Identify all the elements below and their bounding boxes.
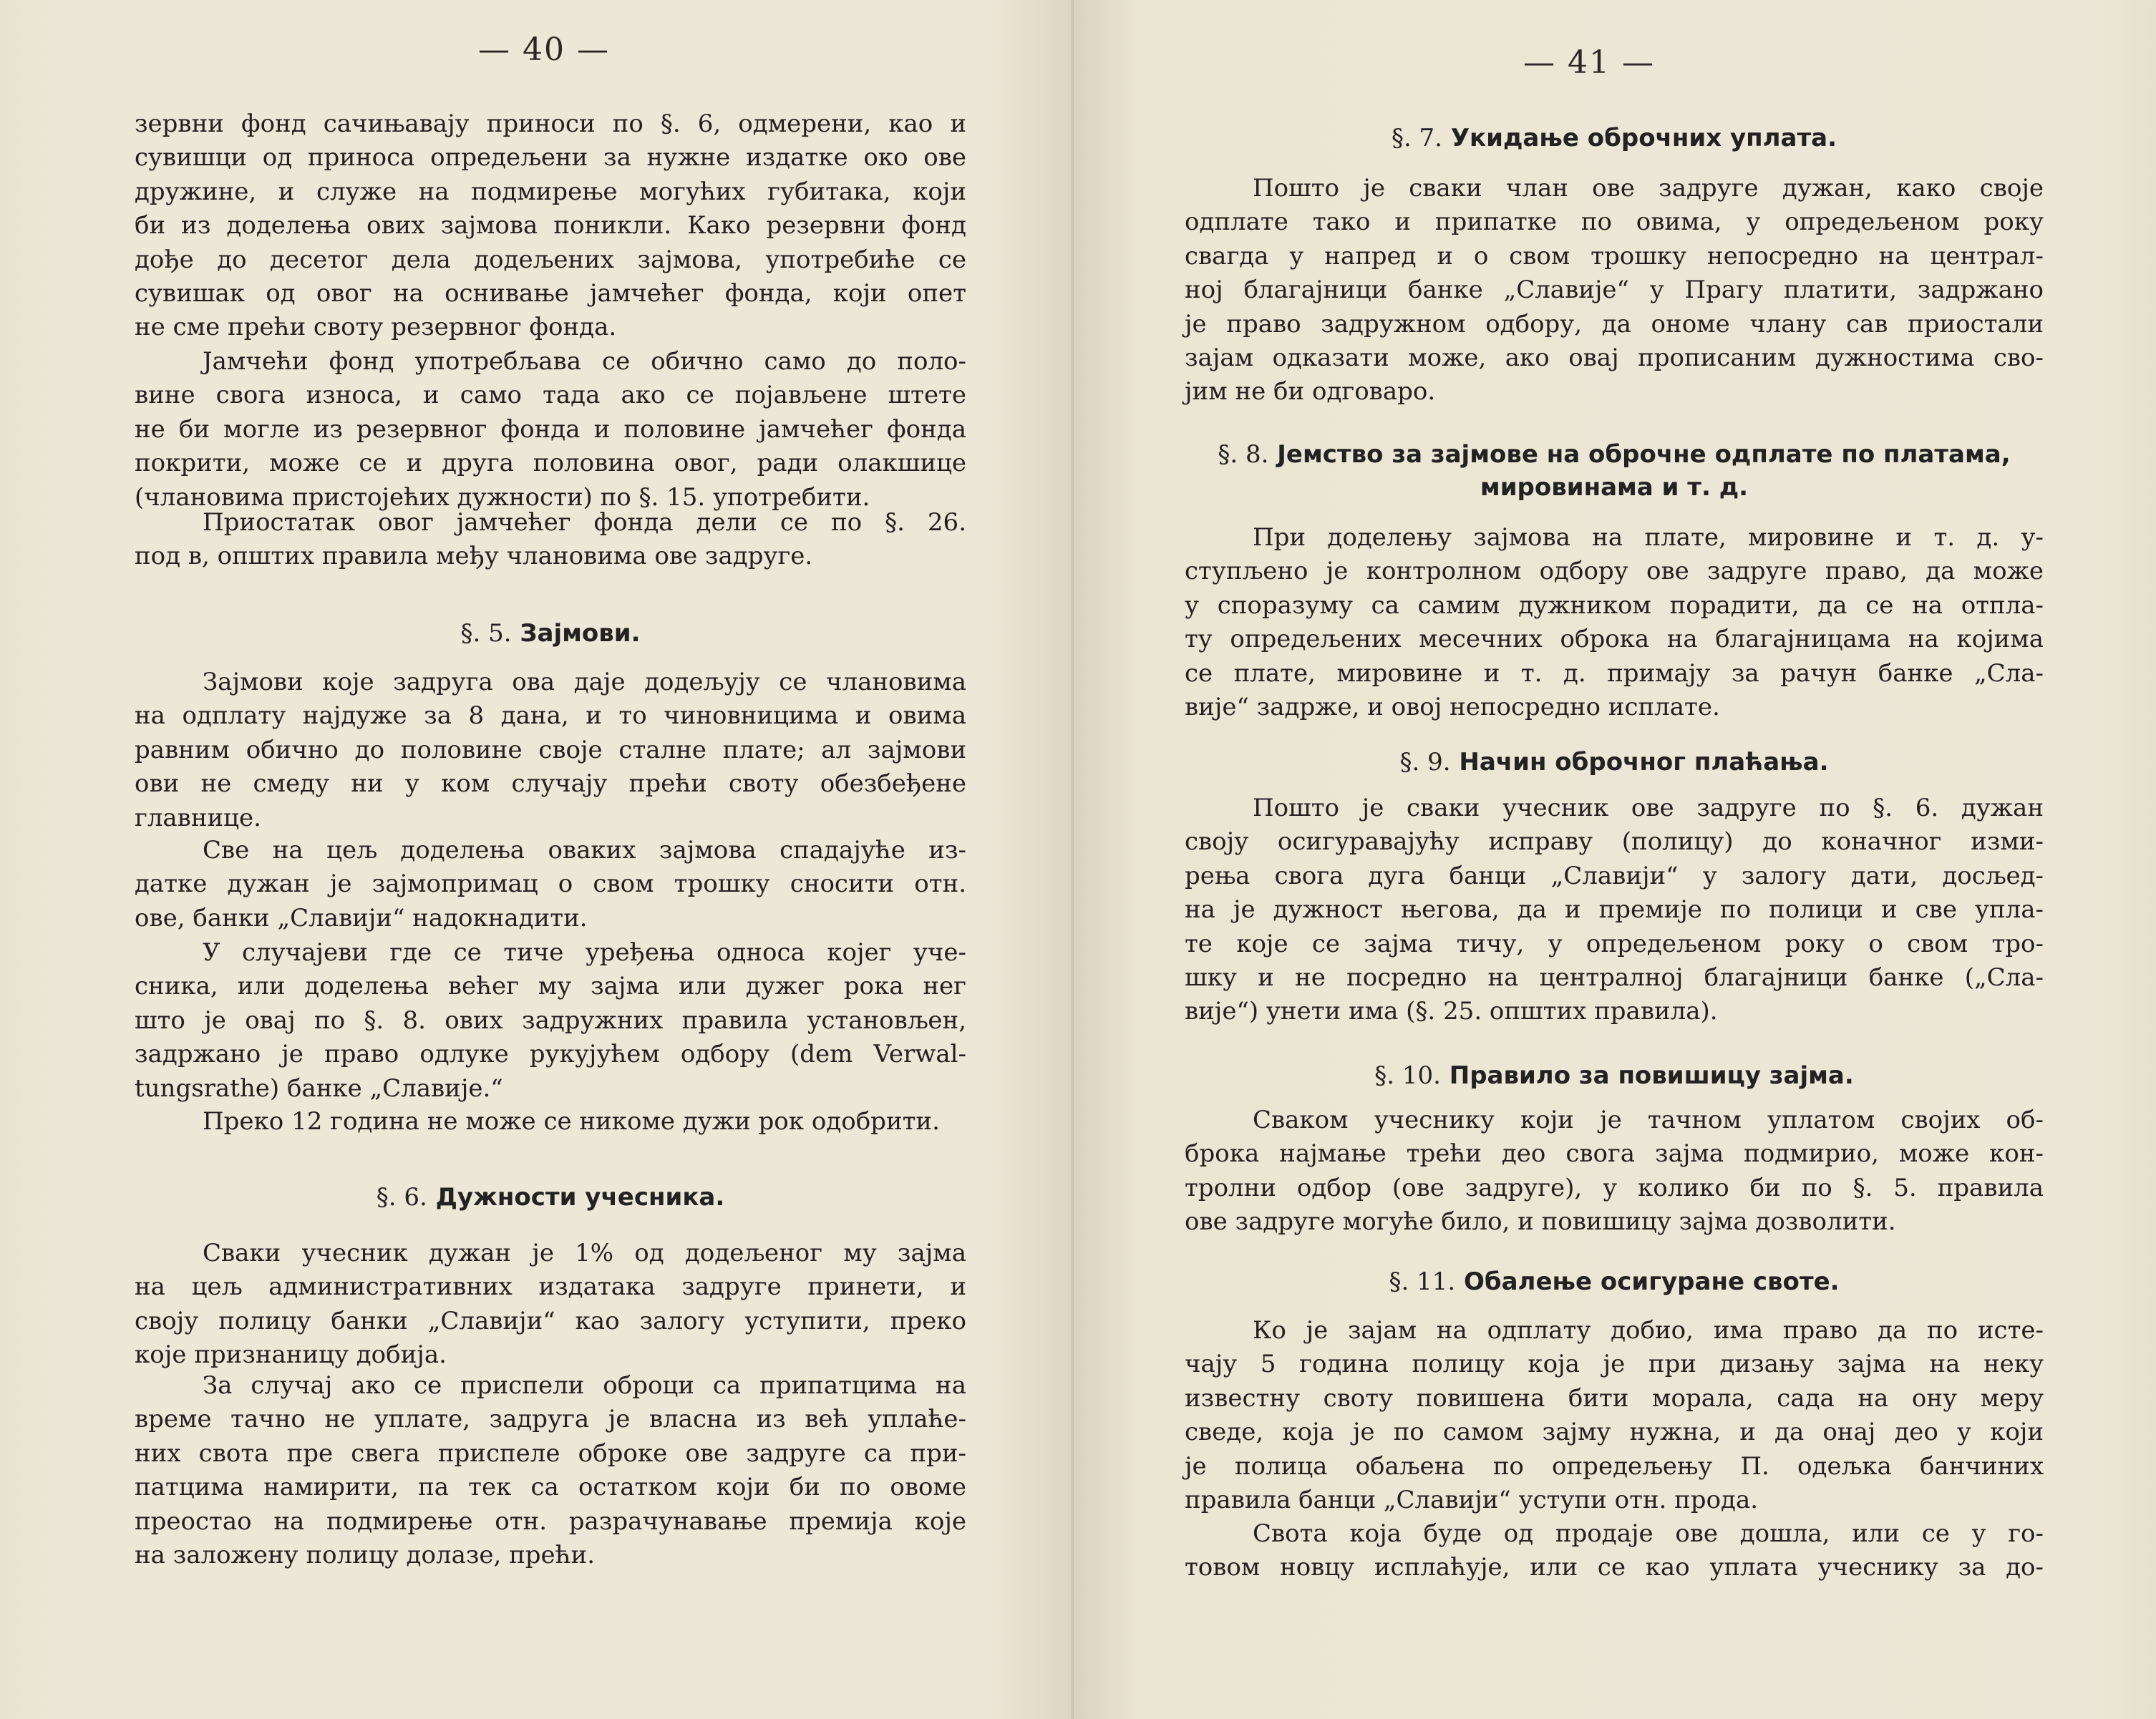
text-line: равним обично до половине своје сталне плате; ал зајмови bbox=[135, 735, 966, 764]
text-line: ној благајници банке „Славије“ у Прагу платити, задржано bbox=[1185, 276, 2044, 305]
text-line: У случајеви где се тиче уређења односа којег уче- bbox=[203, 938, 966, 967]
text-line: у споразуму са самим дужником порадити, да се на отпла- bbox=[1185, 590, 2044, 620]
text-line: које признаницу добија. bbox=[135, 1340, 447, 1370]
text-line: Преко 12 година не може се никоме дужи рок одобрити. bbox=[203, 1107, 940, 1136]
section-6-title: Дужности учесника. bbox=[435, 1183, 725, 1212]
text-line: ове задруге могуће било, и повишицу зајма дозволити. bbox=[1185, 1207, 1896, 1237]
section-9-heading bbox=[1185, 746, 2044, 779]
text-line: што је овај по §. 8. ових задружних правила установљен, bbox=[135, 1005, 966, 1035]
text-line: покрити, може се и друга половина овог, ради олакшице bbox=[135, 449, 966, 478]
text-line: Сваком учеснику који је тачном уплатом својих об- bbox=[1253, 1106, 2044, 1134]
section-8-title-line-2: мировинама и т. д. bbox=[1480, 473, 1749, 502]
text-line: би из доделења ових зајмова поникли. Како резервни фонд bbox=[135, 211, 966, 240]
text-line: јим не би одговаро. bbox=[1185, 377, 1436, 406]
text-line: При доделењу зајмова на плате, мировине и т. д. у- bbox=[1253, 523, 2044, 552]
text-line: тролни одбор (ове задруге), у колико би по §. 5. правила bbox=[1185, 1173, 2044, 1202]
text-line: не би могле из резервног фонда и половине јамчећег фонда bbox=[135, 414, 966, 444]
text-line: За случај ако се приспели оброци са припатцима на bbox=[203, 1371, 966, 1400]
text-line: зајам одказати може, ако овај прописаним дужностима сво- bbox=[1185, 343, 2044, 372]
section-8-title-line-1: Јемство за зајмове на оброчне одплате по платама, bbox=[1277, 440, 2011, 469]
text-line: зервни фонд сачињавају приноси по §. 6, одмерени, као и bbox=[135, 109, 966, 138]
text-line: датке дужан је зајмопримац о свом трошку сносити отн. bbox=[135, 870, 966, 899]
text-line: дружине, и служе на подмирење могућих губитака, који bbox=[135, 177, 966, 206]
right-page bbox=[1074, 0, 2156, 1719]
text-line: рења свога дуга банци „Славији“ у залогу дати, досљед- bbox=[1185, 861, 2044, 890]
section-11-heading bbox=[1185, 1265, 2044, 1298]
text-line: свагда у напред и о свом трошку непосредно на централ- bbox=[1185, 241, 2044, 271]
section-11-title: Обалење осигуране своте. bbox=[1463, 1267, 1840, 1296]
section-5-heading bbox=[135, 617, 966, 650]
left-paragraph-1 bbox=[135, 107, 966, 345]
text-line: своју полицу банки „Славији“ као залогу уступити, преко bbox=[135, 1306, 966, 1335]
section-10-number: §. 10. bbox=[1374, 1061, 1441, 1090]
text-line: задржано је право одлуке рукујућем одбору (dem Verwal- bbox=[135, 1040, 966, 1069]
text-line: време тачно не уплате, задруга је власна из већ уплаће- bbox=[135, 1405, 966, 1434]
left-paragraph-4 bbox=[135, 666, 966, 835]
text-line: них свота пре свега приспеле оброке ове задруге са при- bbox=[135, 1438, 966, 1468]
section-5-number: §. 5. bbox=[460, 619, 512, 648]
section-7-number: §. 7. bbox=[1391, 124, 1442, 152]
text-line: сника, или доделења већег му зајма или дужег рока нег bbox=[135, 972, 966, 1001]
text-line: сувишци од приноса опредељени за нужне издатке око ове bbox=[135, 143, 966, 172]
section-10-title: Правило за повишицу зајма. bbox=[1449, 1061, 1854, 1090]
left-paragraph-6 bbox=[135, 936, 966, 1106]
text-line: дође до десетог дела додељених зајмова, употребиће се bbox=[135, 245, 966, 274]
section-9-number: §. 9. bbox=[1399, 748, 1451, 776]
text-line: вије“) унети има (§. 25. општих правила). bbox=[1185, 997, 1718, 1026]
text-line: на одплату најдуже за 8 дана, и то чиновницима и овима bbox=[135, 701, 966, 731]
text-line: Ко је зајам на одплату добио, има право да по исте- bbox=[1253, 1316, 2044, 1345]
text-line: не сме прећи своту резервног фонда. bbox=[135, 313, 617, 342]
section-9-title: Начин оброчног плаћања. bbox=[1459, 748, 1829, 776]
left-paragraph-7 bbox=[135, 1105, 966, 1139]
text-line: товом новцу исплаћује, или се као уплата учеснику за до- bbox=[1185, 1553, 2044, 1582]
left-paragraph-9 bbox=[135, 1369, 966, 1572]
left-paragraph-8 bbox=[135, 1237, 966, 1373]
text-line: ту опредељених месечних оброка на благајницама на којима bbox=[1185, 625, 2044, 654]
text-line: под в, општих правила међу члановима ове задруге. bbox=[135, 542, 813, 571]
text-line: tungsrathe) банке „Славије.“ bbox=[135, 1073, 503, 1103]
section-7-title: Укидање оброчних уплата. bbox=[1450, 124, 1837, 152]
text-line: се плате, мировине и т. д. примају за рачун банке „Сла- bbox=[1185, 658, 2044, 688]
text-line: шку и не посредно на централној благајници банке („Сла- bbox=[1185, 963, 2044, 992]
text-line: Зајмови које задруга ова даје додељују се члановима bbox=[203, 668, 966, 696]
text-line: Пошто је сваки учесник ове задруге по §. 6. дужан bbox=[1253, 794, 2044, 822]
text-line: Свота која буде од продаје ове дошла, или се у го- bbox=[1253, 1519, 2044, 1548]
text-line: вине свога износа, и само тада ако се појављене штете bbox=[135, 381, 966, 410]
right-paragraph-3 bbox=[1185, 792, 2044, 1029]
text-line: те које се зајма тичу, у опредељеном року о свом тро- bbox=[1185, 929, 2044, 958]
text-line: патцима намирити, па тек са остатком који би по овоме bbox=[135, 1473, 966, 1502]
text-line: одплате тако и припатке по овима, у опредељеном року bbox=[1185, 208, 2044, 237]
section-11-number: §. 11. bbox=[1389, 1267, 1456, 1296]
text-line: чају 5 година полицу која је при дизању зајма на неку bbox=[1185, 1350, 2044, 1379]
left-page bbox=[0, 0, 1074, 1719]
text-line: своју осигуравајућу исправу (полицу) до коначног изми- bbox=[1185, 827, 2044, 857]
text-line: Јамчећи фонд употребљава се обично само до поло- bbox=[203, 347, 966, 376]
text-line: вије“ задрже, и овој непосредно исплате. bbox=[1185, 692, 1720, 721]
section-8-number: §. 8. bbox=[1218, 440, 1269, 469]
text-line: сведе, која је по самом зајму нужна, и да онај део у који bbox=[1185, 1418, 2044, 1447]
text-line: ступљено је контролном одбору ове задруге право, да може bbox=[1185, 557, 2044, 586]
text-line: (члановима пристојећих дужности) по §. 15. употребити. bbox=[135, 482, 870, 512]
text-line: Све на цељ доделења оваких зајмова спадајуће из- bbox=[203, 836, 966, 865]
left-paragraph-5 bbox=[135, 834, 966, 935]
page-number-right: — 41 — bbox=[1523, 44, 1655, 81]
section-10-heading bbox=[1185, 1059, 2044, 1092]
right-paragraph-6 bbox=[1185, 1517, 2044, 1585]
text-line: правила банци „Славији“ уступи отн. прода. bbox=[1185, 1485, 1759, 1514]
section-8-heading bbox=[1185, 438, 2044, 504]
text-line: је полица обаљена по опредељењу П. одељка банчиних bbox=[1185, 1451, 2044, 1481]
text-line: ови не смеду ни у ком случају прећи своту обезбеђене bbox=[135, 769, 966, 799]
section-5-title: Зајмови. bbox=[520, 619, 641, 648]
right-paragraph-4 bbox=[1185, 1104, 2044, 1240]
text-line: Приостатак овог јамчећег фонда дели се по §. 26. bbox=[203, 508, 966, 537]
text-line: Сваки учесник дужан је 1% од додељеног му зајма bbox=[203, 1239, 966, 1267]
page-number-left: — 40 — bbox=[478, 31, 610, 68]
text-line: Пошто је сваки члан ове задруге дужан, како своје bbox=[1253, 174, 2044, 203]
right-paragraph-1 bbox=[1185, 172, 2044, 409]
left-paragraph-3 bbox=[135, 506, 966, 574]
right-paragraph-2 bbox=[1185, 521, 2044, 724]
text-line: брока најмање трећи део свога зајма подмирио, може кон- bbox=[1185, 1139, 2044, 1169]
text-line: ове, банки „Славији“ надокнадити. bbox=[135, 903, 588, 932]
left-paragraph-2 bbox=[135, 345, 966, 515]
section-7-heading bbox=[1185, 122, 2044, 155]
section-6-number: §. 6. bbox=[376, 1183, 427, 1212]
section-6-heading bbox=[135, 1181, 966, 1214]
text-line: преостао на подмирење отн. разрачунавање премија које bbox=[135, 1506, 966, 1536]
right-paragraph-5 bbox=[1185, 1314, 2044, 1517]
text-line: на цељ административних издатака задруге принети, и bbox=[135, 1272, 966, 1302]
text-line: на је дужност његова, да и премије по полици и све упла- bbox=[1185, 895, 2044, 925]
text-line: сувишак од овог на оснивање јамчећег фонда, који опет bbox=[135, 278, 966, 308]
text-line: је право задружном одбору, да ономе члану сав приостали bbox=[1185, 309, 2044, 339]
text-line: на заложену полицу долазе, прећи. bbox=[135, 1540, 596, 1569]
text-line: известну своту повишена бити морала, сада на ону меру bbox=[1185, 1383, 2044, 1413]
text-line: главнице. bbox=[135, 803, 261, 832]
